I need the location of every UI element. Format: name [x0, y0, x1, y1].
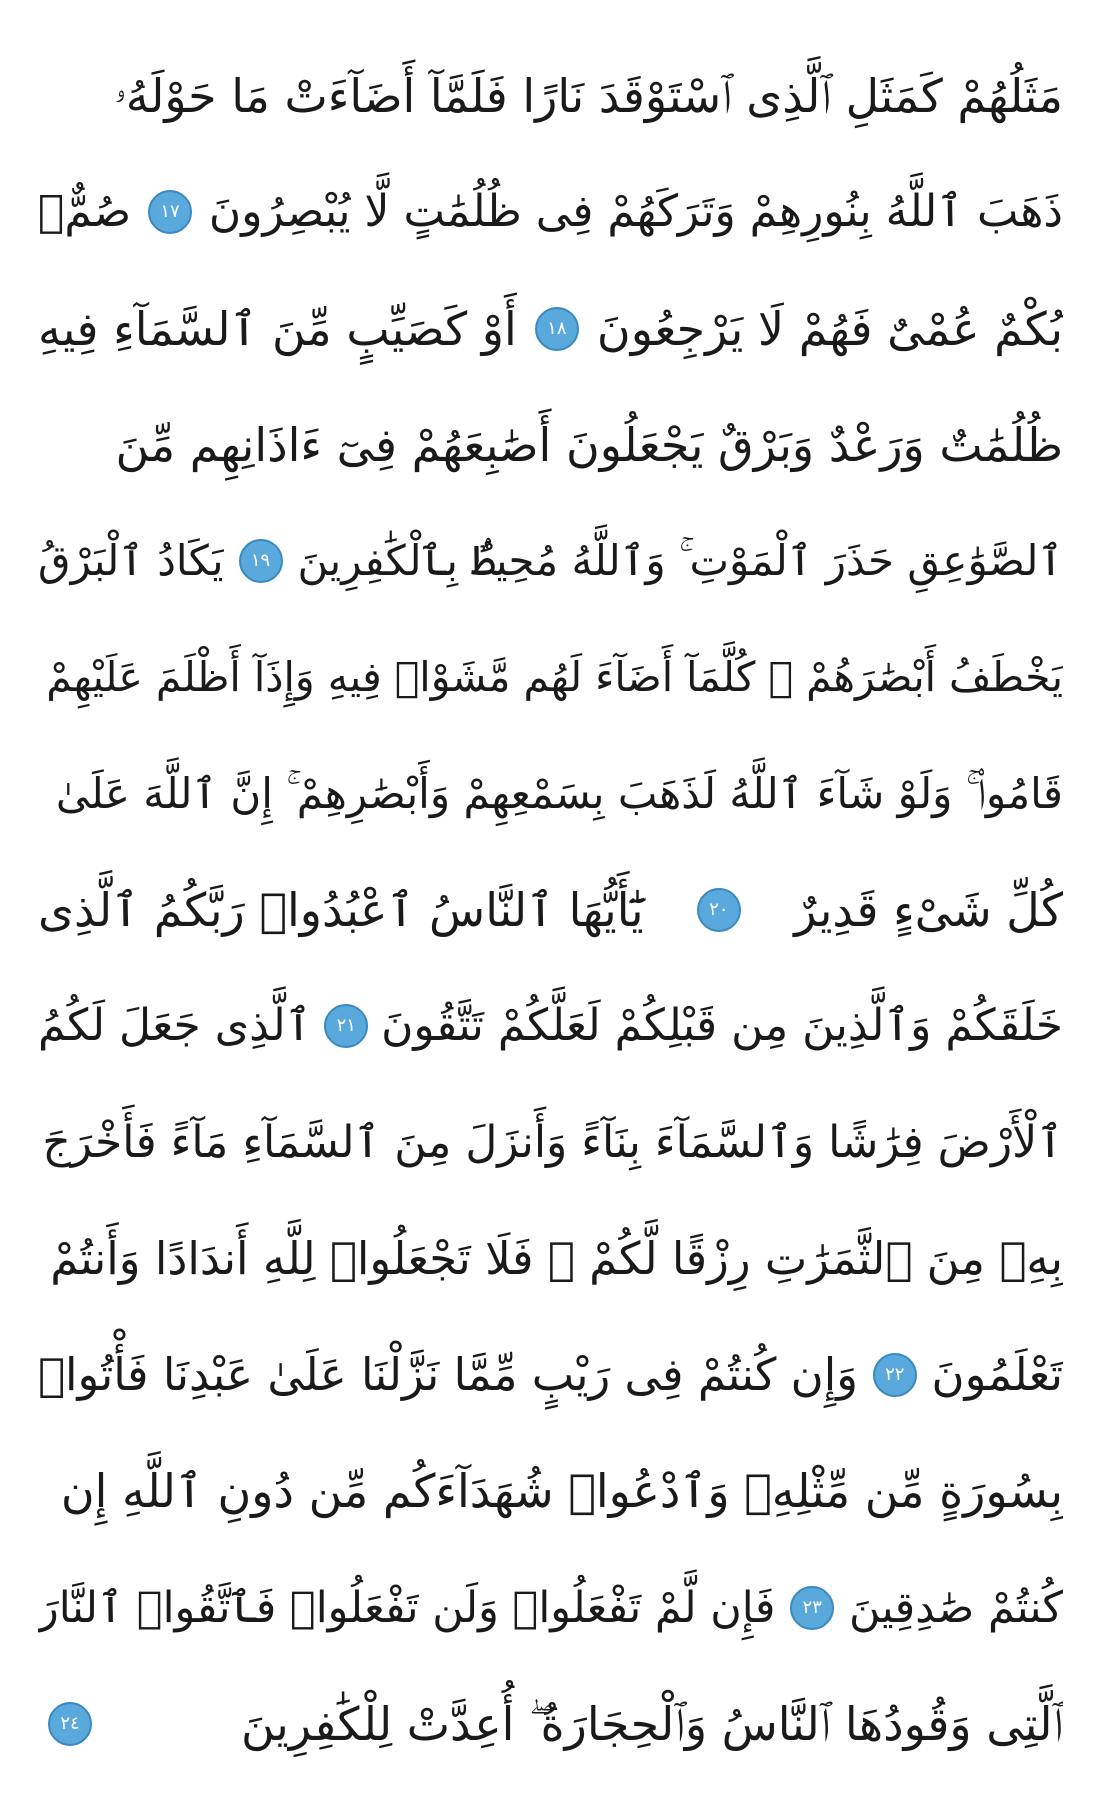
ayah-number-marker: ٢٣ — [790, 1586, 834, 1630]
verse-lines — [38, 40, 1063, 1780]
verse-text: كُنتُمْ صَٰدِقِينَ — [848, 1582, 1063, 1633]
verse-text: ٱلَّتِى وَقُودُهَا ٱلنَّاسُ وَٱلْحِجَارَةُ ۖ أُعِدَّتْ لِلْكَٰفِرِينَ — [241, 1696, 1063, 1751]
verse-text: مَثَلُهُمْ كَمَثَلِ ٱلَّذِى ٱسْتَوْقَدَ نَارًا فَلَمَّآ أَضَآءَتْ مَا حَوْلَهُۥ — [114, 69, 1063, 123]
verse-text: يَخْطَفُ أَبْصَٰرَهُمْ ۖ كُلَّمَآ أَضَآءَ لَهُم مَّشَوْا۟ فِيهِ وَإِذَآ أَظْلَمَ عَلَيْهِمْ — [46, 653, 1063, 702]
verse-line — [38, 273, 1063, 385]
verse-text: ذَهَبَ ٱللَّهُ بِنُورِهِمْ وَتَرَكَهُمْ فِى ظُلُمَٰتٍ لَّا يُبْصِرُونَ — [208, 186, 1063, 238]
verse-line — [38, 40, 1063, 152]
verse-text: يَٰٓأَيُّهَا ٱلنَّاسُ ٱعْبُدُوا۟ رَبَّكُمُ ٱلَّذِى — [38, 882, 644, 937]
verse-line — [38, 389, 1063, 501]
ayah-number-marker: ٢١ — [324, 1004, 368, 1048]
verse-line — [38, 156, 1063, 268]
ayah-number-marker: ١٨ — [535, 307, 579, 351]
verse-text: صُمٌّۢ — [38, 186, 132, 238]
verse-text: يَكَادُ ٱلْبَرْقُ — [38, 536, 224, 586]
ayah-number-marker: ١٩ — [239, 539, 283, 583]
verse-text: ظُلُمَٰتٌ وَرَعْدٌ وَبَرْقٌ يَجْعَلُونَ أَصَٰبِعَهُمْ فِىٓ ءَاذَانِهِم مِّنَ — [115, 417, 1063, 472]
verse-line — [38, 1435, 1063, 1547]
verse-text: فَإِن لَّمْ تَفْعَلُوا۟ وَلَن تَفْعَلُوا۟ فَٱتَّقُوا۟ ٱلنَّارَ — [38, 1582, 776, 1633]
ayah-number-marker: ٢٠ — [697, 888, 741, 932]
verse-line — [38, 505, 1063, 617]
ayah-number-marker: ٢٢ — [873, 1353, 917, 1397]
verse-text: وَإِن كُنتُمْ فِى رَيْبٍ مِّمَّا نَزَّلْنَا عَلَىٰ عَبْدِنَا فَأْتُوا۟ — [38, 1348, 858, 1402]
verse-line — [38, 854, 1063, 966]
verse-text: ٱلَّذِى جَعَلَ لَكُمُ — [38, 1000, 312, 1052]
verse-line — [38, 1668, 1063, 1780]
verse-text: كُلِّ شَىْءٍ قَدِيرٌ — [794, 882, 1063, 937]
verse-text: بُكْمٌ عُمْىٌ فَهُمْ لَا يَرْجِعُونَ — [596, 301, 1063, 356]
ayah-number-marker: ٢٤ — [48, 1702, 92, 1746]
verse-text: تَعْلَمُونَ — [931, 1348, 1063, 1402]
verse-text: ٱلصَّوَٰعِقِ حَذَرَ ٱلْمَوْتِ ۚ وَٱللَّهُ مُحِيطٌۢ بِٱلْكَٰفِرِينَ — [297, 536, 1063, 586]
verse-line — [38, 738, 1063, 850]
verse-line — [38, 1087, 1063, 1199]
verse-line — [38, 1552, 1063, 1664]
verse-text: بِهِۦ مِنَ ٱلثَّمَرَٰتِ رِزْقًا لَّكُمْ ۖ فَلَا تَجْعَلُوا۟ لِلَّهِ أَندَادًا وَأَنتُمْ — [50, 1231, 1063, 1285]
verse-line — [38, 621, 1063, 733]
ayah-number-marker: ١٧ — [148, 190, 192, 234]
verse-text: بِسُورَةٍ مِّن مِّثْلِهِۦ وَٱدْعُوا۟ شُهَدَآءَكُم مِّن دُونِ ٱللَّهِ إِن — [60, 1464, 1063, 1519]
verse-text: أَوْ كَصَيِّبٍ مِّنَ ٱلسَّمَآءِ فِيهِ — [38, 301, 517, 356]
verse-text: ٱلْأَرْضَ فِرَٰشًا وَٱلسَّمَآءَ بِنَآءً وَأَنزَلَ مِنَ ٱلسَّمَآءِ مَآءً فَأَخْرَجَ — [42, 1116, 1063, 1168]
verse-line — [38, 1319, 1063, 1431]
verse-line — [38, 970, 1063, 1082]
verse-text: خَلَقَكُمْ وَٱلَّذِينَ مِن قَبْلِكُمْ لَعَلَّكُمْ تَتَّقُونَ — [381, 1000, 1063, 1052]
verse-text: قَامُوا۟ ۚ وَلَوْ شَآءَ ٱللَّهُ لَذَهَبَ بِسَمْعِهِمْ وَأَبْصَٰرِهِمْ ۚ إِنَّ ٱللَّهَ عَلَىٰ — [55, 768, 1063, 818]
verse-line — [38, 1203, 1063, 1315]
